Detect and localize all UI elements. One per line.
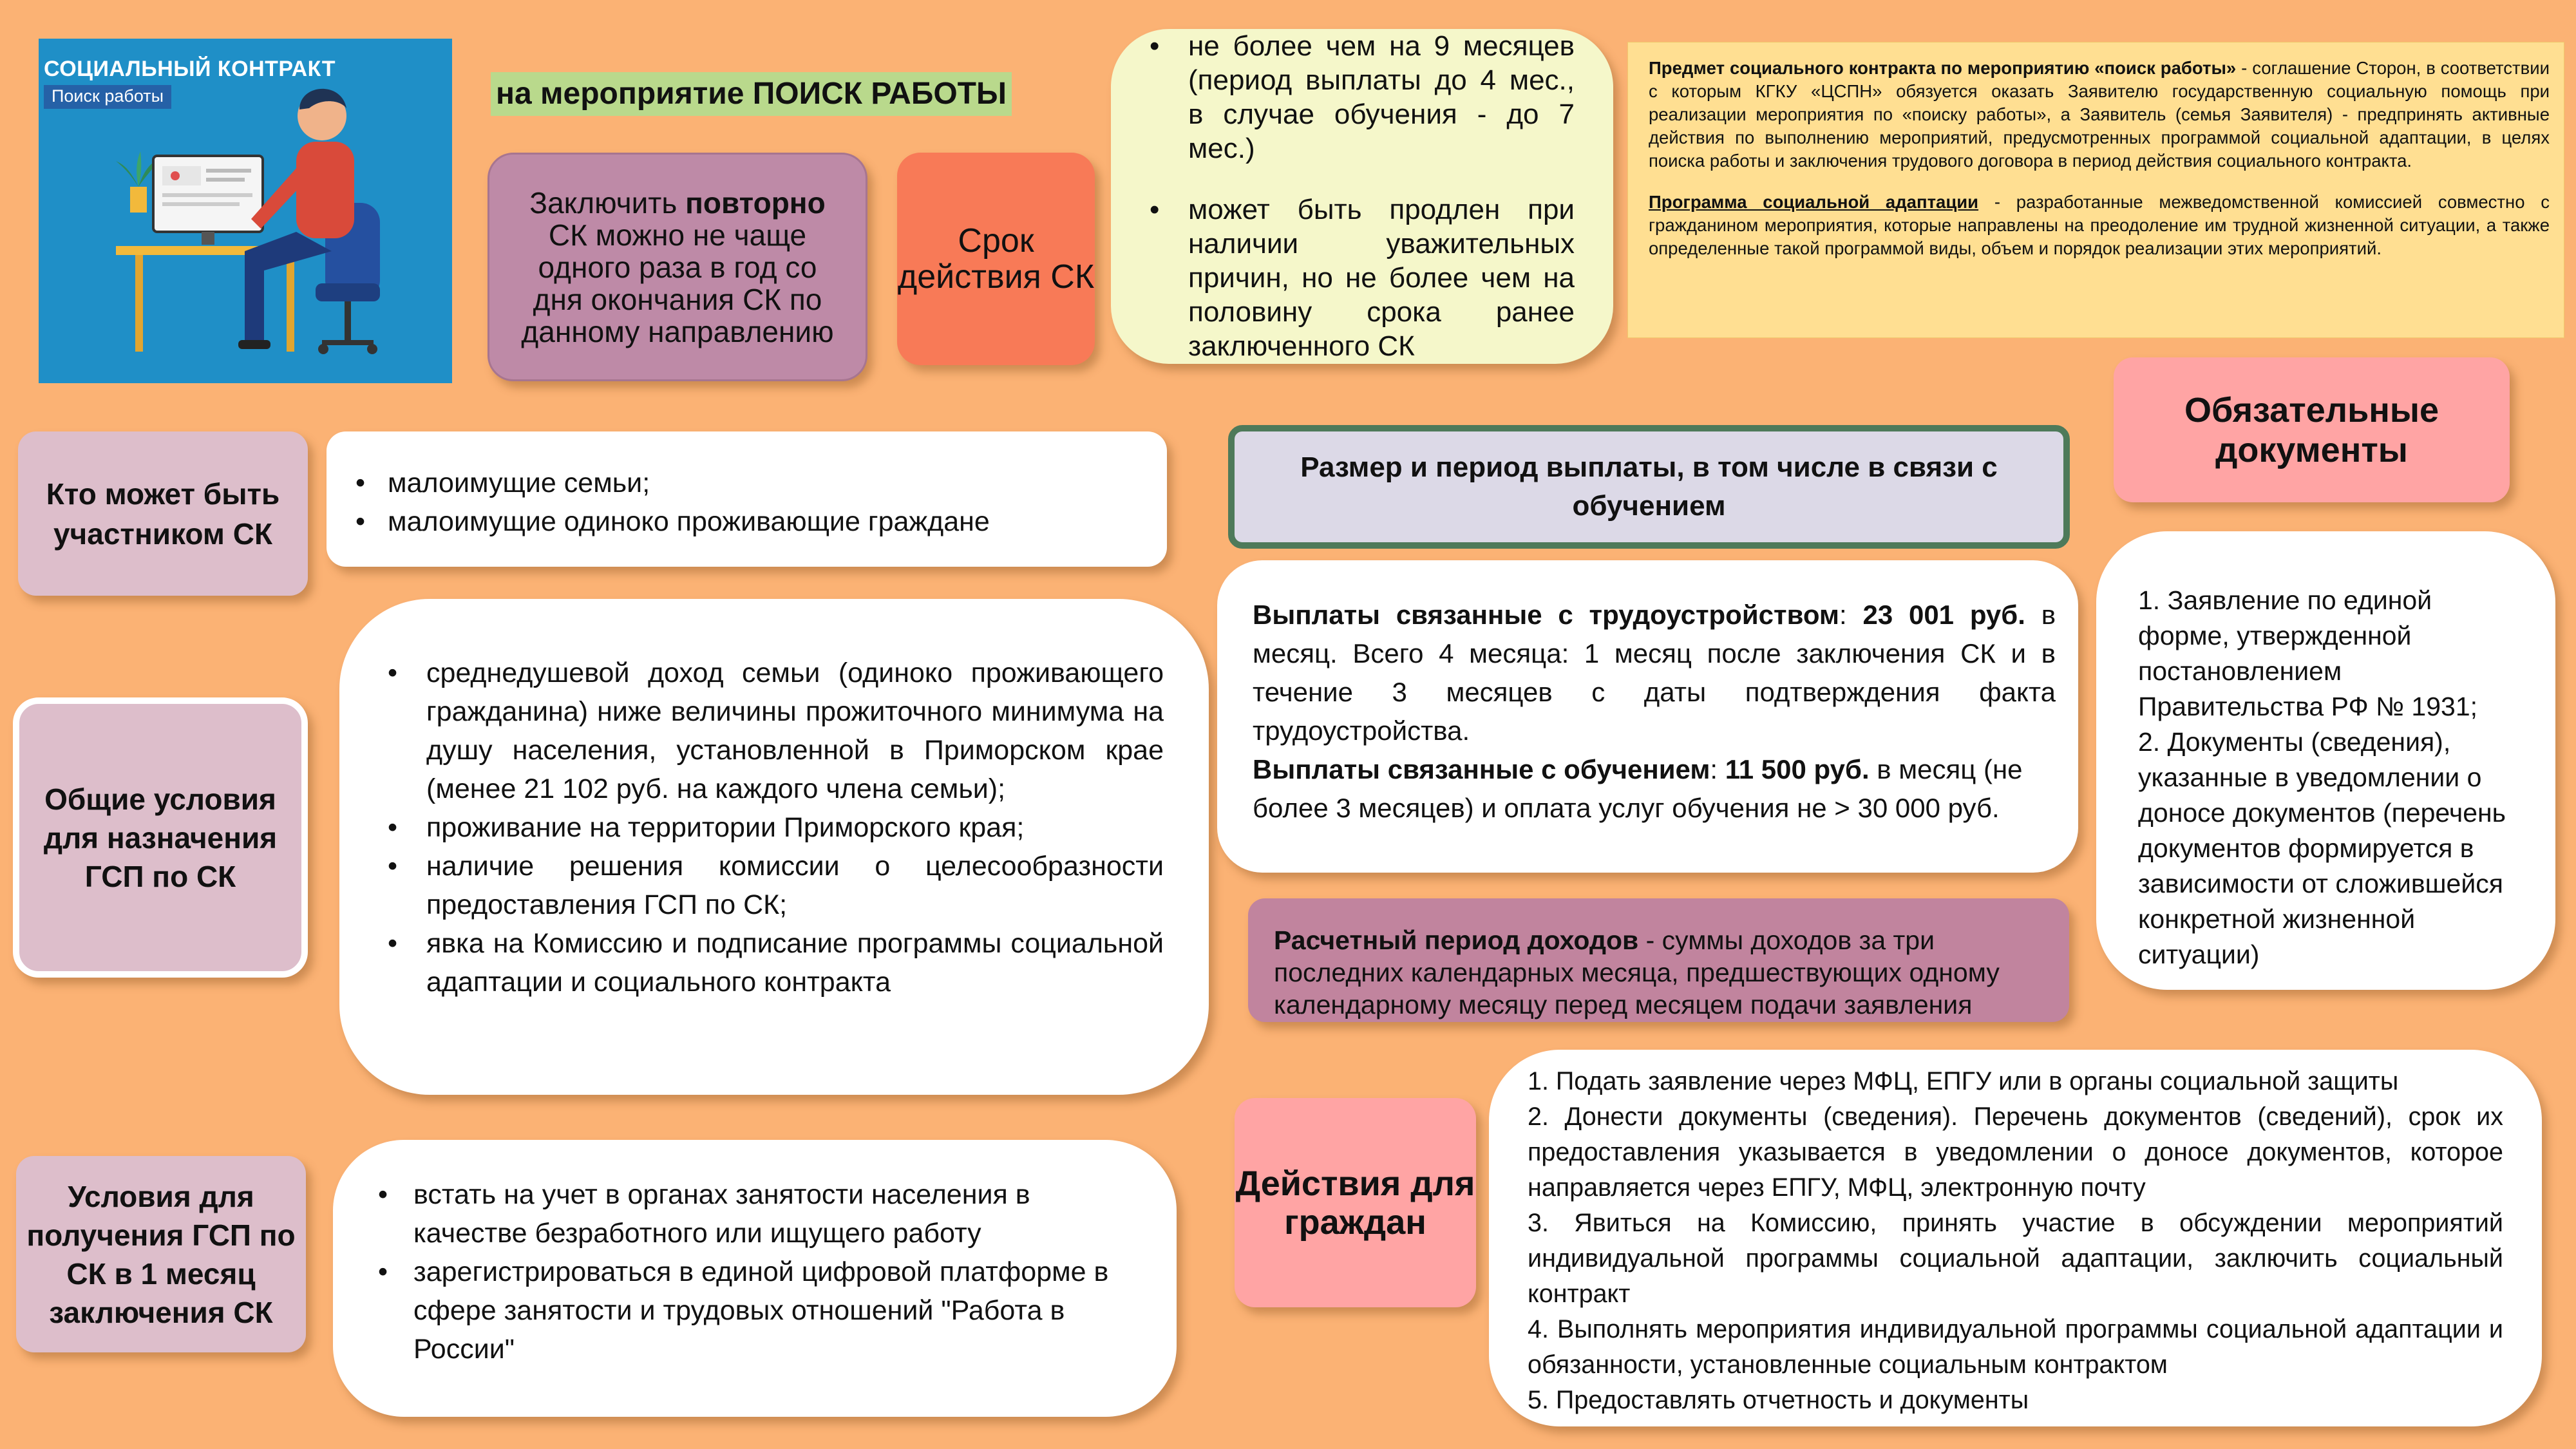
required-documents-title: Обязательные документы (2184, 390, 2439, 469)
income-period-card (1248, 898, 2069, 1022)
required-document-2: 2. Документы (сведения), указанные в уведомлении о доносе документов (перечень документов формируется в зависимости от сложившейся конкретной жизненной ситуации) (2138, 727, 2506, 969)
list-item: 2. Донести документы (сведения). Перечень документов (сведений), срок их предоставления указывается в уведомлении о доносе документов, которое направляется через ЕПГУ, МФЦ, электронную почту (1528, 1103, 2503, 1202)
income-period-text: - суммы доходов за три последних календарных месяца, предшествующих одному календарному месяцу перед месяцем подачи заявления (1274, 925, 2000, 1019)
definitions-box (1627, 42, 2564, 338)
participants-label-card (18, 431, 308, 596)
list-item: • среднедушевой доход семьи (одиноко проживающего гражданина) ниже величины прожиточного минимума на душу населения, установленной в Приморском крае (менее 21 102 руб. на каждого члена семьи); (381, 654, 1164, 808)
payment-details-card (1217, 560, 2078, 873)
first-month-conditions-list (372, 1175, 1132, 1368)
list-item: • проживание на территории Приморского края; (381, 808, 1164, 847)
general-conditions-label: Общие условия для назначения ГСП по СК (43, 782, 278, 893)
education-payment: Выплаты связанные с обучением: 11 500 руб. в месяц (не более 3 месяцев) и оплата услуг обучения не > 30 000 руб. (1253, 754, 2023, 823)
participants-list (349, 464, 1148, 541)
list-item: 4. Выполнять мероприятия индивидуальной программы социальной адаптации и обязанности, установленные социальным контрактом (1528, 1315, 2503, 1379)
repeat-contract-text: Заключить повторно СК можно не чаще одного раза в год со дня окончания СК по данному направлению (521, 185, 834, 348)
payment-title: Размер и период выплаты, в том числе в связи с обучением (1300, 451, 1998, 522)
payment-title-card (1228, 425, 2070, 549)
term-details-card (1111, 29, 1613, 364)
first-month-conditions-label: Условия для получения ГСП по СК в 1 месяц заключения СК (26, 1179, 296, 1329)
first-month-conditions-list-card (333, 1140, 1177, 1417)
general-conditions-list-card (339, 599, 1209, 1095)
list-item: • наличие решения комиссии о целесообразности предоставления ГСП по СК; (381, 847, 1164, 924)
list-item: • малоимущие одиноко проживающие граждане (349, 502, 1148, 541)
first-month-conditions-label-card (16, 1156, 306, 1352)
page-title: на мероприятие ПОИСК РАБОТЫ (491, 72, 1012, 116)
job-payment: Выплаты связанные с трудоустройством: 23 001 руб. в месяц. Всего 4 месяца: 1 месяц после заключения СК и в течение 3 месяцев с даты подтверждения факта трудоустройства. (1253, 600, 2056, 746)
list-item: • зарегистрироваться в единой цифровой платформе в сфере занятости и трудовых отношений "Работа в России" (372, 1253, 1132, 1368)
required-documents-card (2096, 531, 2555, 990)
job-search-illustration-icon (39, 39, 452, 383)
list-item: 1. Подать заявление через МФЦ, ЕПГУ или в органы социальной защиты (1528, 1067, 2399, 1095)
hero-subtitle: Поиск работы (44, 85, 171, 109)
hero-title: СОЦИАЛЬНЫЙ КОНТРАКТ (44, 57, 336, 81)
program-definition: Программа социальной адаптации - разработанные межведомственной комиссией совместно с гражданином мероприятия, которые направлены на преодоление им трудной жизненной ситуации, а также определенные такой программой виды, объем и порядок реализации этих мероприятий. (1649, 192, 2550, 258)
term-label: Срок действия СК (897, 222, 1095, 296)
list-item: • встать на учет в органах занятости населения в качестве безработного или ищущего работу (372, 1175, 1132, 1253)
list-item: • малоимущие семьи; (349, 464, 1148, 502)
required-document-1: 1. Заявление по единой форме, утвержденной постановлением Правительства РФ № 1931; (2138, 585, 2478, 721)
general-conditions-list (381, 654, 1164, 1001)
term-list (1143, 29, 1575, 363)
income-period-title: Расчетный период доходов (1274, 925, 1639, 955)
required-documents-title-card (2114, 357, 2510, 502)
repeat-contract-card (488, 153, 867, 381)
list-item: 3. Явиться на Комиссию, принять участие в обсуждении мероприятий индивидуальной программы социальной адаптации, заключить социальный контракт (1528, 1209, 2503, 1308)
list-item: • не более чем на 9 месяцев (период выплаты до 4 мес., в случае обучения - до 7 мес.) (1143, 29, 1575, 166)
list-item: 5. Предоставлять отчетность и документы (1528, 1386, 2029, 1414)
hero-illustration (39, 39, 452, 383)
citizen-actions-label: Действия для граждан (1235, 1164, 1475, 1242)
participants-list-card (327, 431, 1167, 567)
list-item: • явка на Комиссию и подписание программы социальной адаптации и социального контракта (381, 924, 1164, 1001)
participants-label: Кто может быть участником СК (46, 477, 280, 551)
general-conditions-label-card (13, 697, 308, 978)
subject-definition: Предмет социального контракта по мероприятию «поиск работы» - соглашение Сторон, в соответствии с которым КГКУ «ЦСПН» обязуется оказать Заявителю государственную социальную помощь при реализации мероприятия по «поиску работы», а Заявитель (семья Заявителя) - предпринять активные действия по выполнению мероприятий, предусмотренных программой социальной адаптации, в целях поиска работы и заключения трудового договора в период действия социального контракта. (1649, 58, 2550, 171)
term-label-card (897, 153, 1095, 365)
citizen-actions-label-card (1235, 1098, 1476, 1307)
citizen-actions-card (1489, 1050, 2542, 1426)
list-item: • может быть продлен при наличии уважительных причин, но не более чем на половину срока ранее заключенного СК (1143, 193, 1575, 363)
